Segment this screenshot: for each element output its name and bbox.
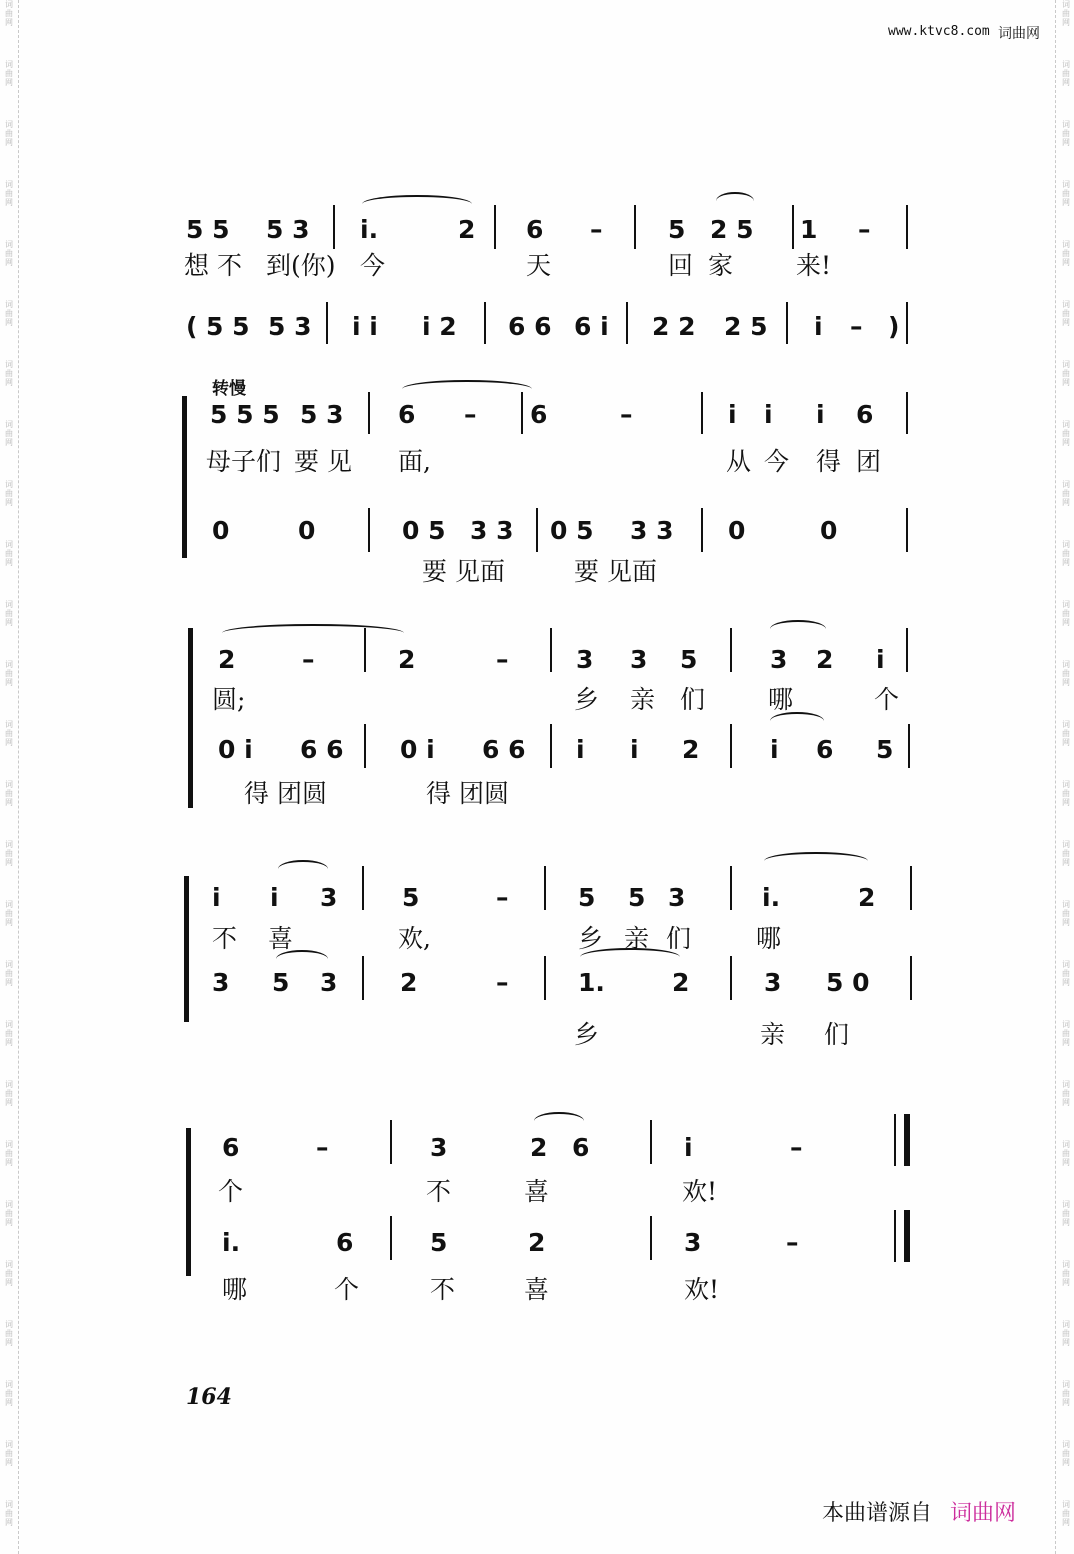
lyric-syllable: 不 xyxy=(212,924,238,953)
lyric-syllable: 从 xyxy=(726,447,752,476)
lyric-syllable: 圆; xyxy=(212,685,246,714)
slur xyxy=(222,624,404,642)
notation-mark: 6 6 xyxy=(300,735,344,764)
bar-line xyxy=(910,866,912,910)
notation-mark: 0 xyxy=(298,516,316,545)
notation-mark: – xyxy=(302,645,315,674)
lyric-syllable: 亲 xyxy=(630,685,656,714)
lyric-syllable: 得 团圆 xyxy=(244,779,327,808)
notation-mark: 2 xyxy=(458,215,476,244)
notation-mark: 3 xyxy=(320,883,338,912)
lyric-syllable: 们 xyxy=(824,1020,850,1049)
lyric-syllable: 个 xyxy=(334,1275,360,1304)
notation-mark: 1 xyxy=(800,215,818,244)
notation-mark: 2 xyxy=(816,645,834,674)
lyric-syllable: 想 不 xyxy=(184,251,242,280)
notation-mark: i i xyxy=(352,312,378,341)
watermark-text: 词 曲 网 xyxy=(1062,120,1070,147)
lyric-syllable: 不 xyxy=(430,1275,456,1304)
notation-mark: – xyxy=(790,1133,803,1162)
notation-mark: 3 xyxy=(684,1228,702,1257)
notation-mark: 2 5 xyxy=(710,215,754,244)
watermark-text: 词 曲 网 xyxy=(1062,1380,1070,1407)
lyric-syllable: 个 xyxy=(218,1177,244,1206)
bar-line xyxy=(792,205,794,249)
lyric-syllable: 要 见面 xyxy=(574,557,657,586)
bar-line xyxy=(326,302,328,344)
final-bar-thick xyxy=(904,1210,910,1262)
watermark-text: 词 曲 网 xyxy=(5,720,13,747)
notation-mark: 6 i xyxy=(574,312,609,341)
watermark-text: 词 曲 网 xyxy=(1062,1020,1070,1047)
bar-line xyxy=(634,205,636,249)
watermark-text: 词 曲 网 xyxy=(5,1020,13,1047)
system-brace xyxy=(184,876,196,1022)
slur xyxy=(580,948,680,966)
watermark-text: 词 曲 网 xyxy=(1062,720,1070,747)
notation-mark: i xyxy=(576,735,585,764)
lyric-syllable: 哪 xyxy=(222,1275,248,1304)
watermark-text: 词 曲 网 xyxy=(5,1140,13,1167)
notation-mark: 1. xyxy=(578,968,605,997)
lyric-syllable: 亲 xyxy=(624,924,650,953)
bar-line xyxy=(362,956,364,1000)
right-page-edge xyxy=(1055,0,1057,1554)
lyric-syllable: 团 xyxy=(856,447,882,476)
bar-line xyxy=(910,956,912,1000)
slur xyxy=(534,1112,584,1130)
notation-mark: 0 xyxy=(212,516,230,545)
bar-line xyxy=(364,724,366,768)
bar-line xyxy=(536,508,538,552)
lyric-syllable: 来! xyxy=(796,251,832,280)
notation-mark: 5 xyxy=(680,645,698,674)
notation-mark: 5 3 xyxy=(266,215,310,244)
notation-mark: i. xyxy=(222,1228,241,1257)
watermark-text: 词 曲 网 xyxy=(1062,840,1070,867)
watermark-text: 词 曲 网 xyxy=(5,1380,13,1407)
lyric-syllable: 母子们 xyxy=(206,447,282,476)
notation-mark: 2 xyxy=(858,883,876,912)
bar-line xyxy=(906,508,908,552)
footer-brand-link[interactable]: 词曲网 xyxy=(950,1501,1017,1526)
notation-mark: 2 xyxy=(682,735,700,764)
final-bar-thick xyxy=(904,1114,910,1166)
watermark-text: 词 曲 网 xyxy=(5,1080,13,1107)
lyric-syllable: 回 xyxy=(668,251,694,280)
notation-mark: 2 2 xyxy=(652,312,696,341)
notation-mark: 6 xyxy=(336,1228,354,1257)
notation-mark: 2 xyxy=(218,645,236,674)
notation-mark: 5 3 xyxy=(300,400,344,429)
notation-mark: i 2 xyxy=(422,312,457,341)
notation-mark: i. xyxy=(360,215,379,244)
watermark-text: 词 曲 网 xyxy=(1062,1320,1070,1347)
watermark-text: 词 曲 网 xyxy=(1062,1140,1070,1167)
notation-mark: i xyxy=(684,1133,693,1162)
watermark-text: 词 曲 网 xyxy=(1062,1080,1070,1107)
notation-mark: – xyxy=(786,1228,799,1257)
lyric-syllable: 个 xyxy=(874,685,900,714)
watermark-text: 词 曲 网 xyxy=(5,840,13,867)
watermark-text: 词 曲 网 xyxy=(5,600,13,627)
notation-mark: – xyxy=(316,1133,329,1162)
system-brace xyxy=(188,628,200,808)
watermark-text: 词 曲 网 xyxy=(1062,1260,1070,1287)
notation-mark: 6 xyxy=(572,1133,590,1162)
notation-mark: 3 xyxy=(764,968,782,997)
bar-line xyxy=(906,302,908,344)
lyric-syllable: 喜 xyxy=(268,924,294,953)
notation-mark: – xyxy=(496,968,509,997)
bar-line xyxy=(544,866,546,910)
lyric-syllable: 欢! xyxy=(684,1275,720,1304)
bar-line xyxy=(626,302,628,344)
notation-mark: 2 xyxy=(530,1133,548,1162)
lyric-syllable: 哪 xyxy=(756,924,782,953)
final-bar-thin xyxy=(894,1114,896,1166)
notation-mark: 5 5 5 xyxy=(210,400,280,429)
watermark-text: 词 曲 网 xyxy=(1062,420,1070,447)
lyric-syllable: 得 团圆 xyxy=(426,779,509,808)
watermark-text: 词 曲 网 xyxy=(5,60,13,87)
notation-mark: – xyxy=(590,215,603,244)
notation-mark: 6 xyxy=(816,735,834,764)
bar-line xyxy=(521,392,523,434)
watermark-text: 词 曲 网 xyxy=(5,420,13,447)
notation-mark: 0 5 xyxy=(550,516,594,545)
watermark-text: 词 曲 网 xyxy=(1062,60,1070,87)
notation-mark: ( xyxy=(186,312,198,341)
notation-mark: 6 6 xyxy=(482,735,526,764)
watermark-text: 词 曲 网 xyxy=(5,240,13,267)
watermark-text: 词 曲 网 xyxy=(5,1320,13,1347)
watermark-text: 词 曲 网 xyxy=(5,1500,13,1527)
bar-line xyxy=(730,628,732,672)
notation-mark: 5 xyxy=(668,215,686,244)
watermark-text: 词 曲 网 xyxy=(1062,1440,1070,1467)
watermark-text: 词 曲 网 xyxy=(1062,0,1070,27)
watermark-text: 词 曲 网 xyxy=(5,1200,13,1227)
notation-mark: 0 xyxy=(820,516,838,545)
site-url: www.ktvc8.com xyxy=(888,24,990,39)
watermark-text: 词 曲 网 xyxy=(1062,360,1070,387)
lyric-syllable: 们 xyxy=(666,924,692,953)
notation-mark: 2 xyxy=(400,968,418,997)
watermark-text: 词 曲 网 xyxy=(5,360,13,387)
notation-mark: 6 xyxy=(398,400,416,429)
bar-line xyxy=(730,866,732,910)
bar-line xyxy=(650,1120,652,1164)
notation-mark: 3 xyxy=(630,645,648,674)
slur xyxy=(402,380,532,398)
bar-line xyxy=(484,302,486,344)
watermark-text: 词 曲 网 xyxy=(1062,780,1070,807)
notation-mark: i xyxy=(764,400,773,429)
bar-line xyxy=(368,508,370,552)
bar-line xyxy=(786,302,788,344)
notation-mark: 6 xyxy=(222,1133,240,1162)
system-brace xyxy=(182,396,194,558)
watermark-text: 词 曲 网 xyxy=(1062,900,1070,927)
notation-mark: 5 xyxy=(402,883,420,912)
bar-line xyxy=(550,724,552,768)
notation-mark: 3 xyxy=(212,968,230,997)
notation-mark: – xyxy=(858,215,871,244)
bar-line xyxy=(730,956,732,1000)
lyric-syllable: 面, xyxy=(398,447,431,476)
notation-mark: – xyxy=(850,312,863,341)
lyric-syllable: 今 xyxy=(764,447,790,476)
lyric-syllable: 得 xyxy=(816,447,842,476)
notation-mark: 6 6 xyxy=(508,312,552,341)
final-bar-thin xyxy=(894,1210,896,1262)
watermark-text: 词 曲 网 xyxy=(5,0,13,27)
slur xyxy=(716,192,754,210)
lyric-syllable: 哪 xyxy=(768,685,794,714)
notation-mark: 5 xyxy=(272,968,290,997)
bar-line xyxy=(390,1216,392,1260)
notation-mark: 3 3 xyxy=(470,516,514,545)
lyric-syllable: 乡 xyxy=(574,685,600,714)
notation-mark: 5 xyxy=(578,883,596,912)
slur xyxy=(764,852,868,870)
notation-mark: i xyxy=(630,735,639,764)
notation-mark: 3 xyxy=(576,645,594,674)
watermark-text: 词 曲 网 xyxy=(5,1260,13,1287)
watermark-text: 词 曲 网 xyxy=(1062,660,1070,687)
bar-line xyxy=(544,956,546,1000)
notation-mark: 2 xyxy=(672,968,690,997)
notation-mark: 2 xyxy=(398,645,416,674)
notation-mark: i xyxy=(270,883,279,912)
lyric-syllable: 欢! xyxy=(682,1177,718,1206)
watermark-text: 词 曲 网 xyxy=(5,120,13,147)
slur xyxy=(770,620,826,638)
footer-text: 本曲谱源自 xyxy=(822,1501,933,1526)
footer-source xyxy=(822,1496,1016,1527)
notation-mark: 5 3 xyxy=(268,312,312,341)
slur xyxy=(770,712,824,730)
notation-mark: i xyxy=(816,400,825,429)
notation-mark: 0 i xyxy=(218,735,253,764)
bar-line xyxy=(906,205,908,249)
bar-line xyxy=(390,1120,392,1164)
bar-line xyxy=(701,508,703,552)
watermark-text: 词 曲 网 xyxy=(5,480,13,507)
watermark-text: 词 曲 网 xyxy=(5,960,13,987)
notation-mark: 5 xyxy=(430,1228,448,1257)
notation-mark: 0 i xyxy=(400,735,435,764)
bar-line xyxy=(906,628,908,672)
notation-mark: i xyxy=(770,735,779,764)
lyric-syllable: 乡 xyxy=(574,1020,600,1049)
bar-line xyxy=(362,866,364,910)
watermark-text: 词 曲 网 xyxy=(5,540,13,567)
system-brace xyxy=(186,1128,198,1276)
notation-mark: i xyxy=(814,312,823,341)
lyric-syllable: 乡 xyxy=(578,924,604,953)
watermark-text: 词 曲 网 xyxy=(5,900,13,927)
lyric-syllable: 们 xyxy=(680,685,706,714)
notation-mark: 6 xyxy=(530,400,548,429)
tempo-mark: 转慢 xyxy=(212,379,246,399)
lyric-syllable: 欢, xyxy=(398,924,431,953)
notation-mark: – xyxy=(620,400,633,429)
bar-line xyxy=(333,205,335,249)
notation-mark: 3 xyxy=(320,968,338,997)
bar-line xyxy=(368,392,370,434)
notation-mark: 0 xyxy=(728,516,746,545)
notation-mark: – xyxy=(496,883,509,912)
slur xyxy=(276,950,328,968)
notation-mark: 0 5 xyxy=(402,516,446,545)
watermark-text: 词 曲 网 xyxy=(5,1440,13,1467)
bar-line xyxy=(730,724,732,768)
notation-mark: 5 xyxy=(628,883,646,912)
bar-line xyxy=(701,392,703,434)
notation-mark: i xyxy=(728,400,737,429)
site-link[interactable]: 词曲网 xyxy=(998,26,1040,42)
bar-line xyxy=(494,205,496,249)
notation-mark: – xyxy=(464,400,477,429)
bar-line xyxy=(650,1216,652,1260)
watermark-text: 词 曲 网 xyxy=(5,300,13,327)
left-page-edge xyxy=(18,0,20,1554)
notation-mark: 5 0 xyxy=(826,968,870,997)
lyric-syllable: 到(你) xyxy=(266,251,336,280)
lyric-syllable: 天 xyxy=(526,251,552,280)
slur xyxy=(362,195,472,213)
watermark-text: 词 曲 网 xyxy=(1062,480,1070,507)
notation-mark: 2 5 xyxy=(724,312,768,341)
lyric-syllable: 要 见 xyxy=(294,447,352,476)
page-number: 164 xyxy=(186,1384,232,1410)
slur xyxy=(278,860,328,878)
watermark-text: 词 曲 网 xyxy=(1062,960,1070,987)
notation-mark: 6 xyxy=(856,400,874,429)
bar-line xyxy=(550,628,552,672)
watermark-text: 词 曲 网 xyxy=(1062,1200,1070,1227)
watermark-text: 词 曲 网 xyxy=(1062,240,1070,267)
notation-mark: i xyxy=(876,645,885,674)
watermark-text: 词 曲 网 xyxy=(5,780,13,807)
notation-mark: 3 xyxy=(770,645,788,674)
notation-mark: 3 xyxy=(430,1133,448,1162)
watermark-text: 词 曲 网 xyxy=(1062,180,1070,207)
lyric-syllable: 喜 xyxy=(524,1177,550,1206)
notation-mark: 3 3 xyxy=(630,516,674,545)
watermark-text: 词 曲 网 xyxy=(5,660,13,687)
lyric-syllable: 亲 xyxy=(760,1020,786,1049)
bar-line xyxy=(908,724,910,768)
watermark-text: 词 曲 网 xyxy=(1062,600,1070,627)
notation-mark: 5 5 xyxy=(186,215,230,244)
lyric-syllable: 要 见面 xyxy=(422,557,505,586)
lyric-syllable: 不 xyxy=(426,1177,452,1206)
bar-line xyxy=(906,392,908,434)
watermark-text: 词 曲 网 xyxy=(1062,1500,1070,1527)
watermark-text: 词 曲 网 xyxy=(5,180,13,207)
watermark-text: 词 曲 网 xyxy=(1062,540,1070,567)
notation-mark: 5 5 xyxy=(206,312,250,341)
lyric-syllable: 喜 xyxy=(524,1275,550,1304)
notation-mark: i. xyxy=(762,883,781,912)
lyric-syllable: 家 xyxy=(708,251,734,280)
notation-mark: 6 xyxy=(526,215,544,244)
lyric-syllable: 今 xyxy=(360,251,386,280)
notation-mark: i xyxy=(212,883,221,912)
notation-mark: 3 xyxy=(668,883,686,912)
notation-mark: – xyxy=(496,645,509,674)
notation-mark: 5 xyxy=(876,735,894,764)
notation-mark: 2 xyxy=(528,1228,546,1257)
notation-mark: ) xyxy=(888,312,900,341)
watermark-text: 词 曲 网 xyxy=(1062,300,1070,327)
